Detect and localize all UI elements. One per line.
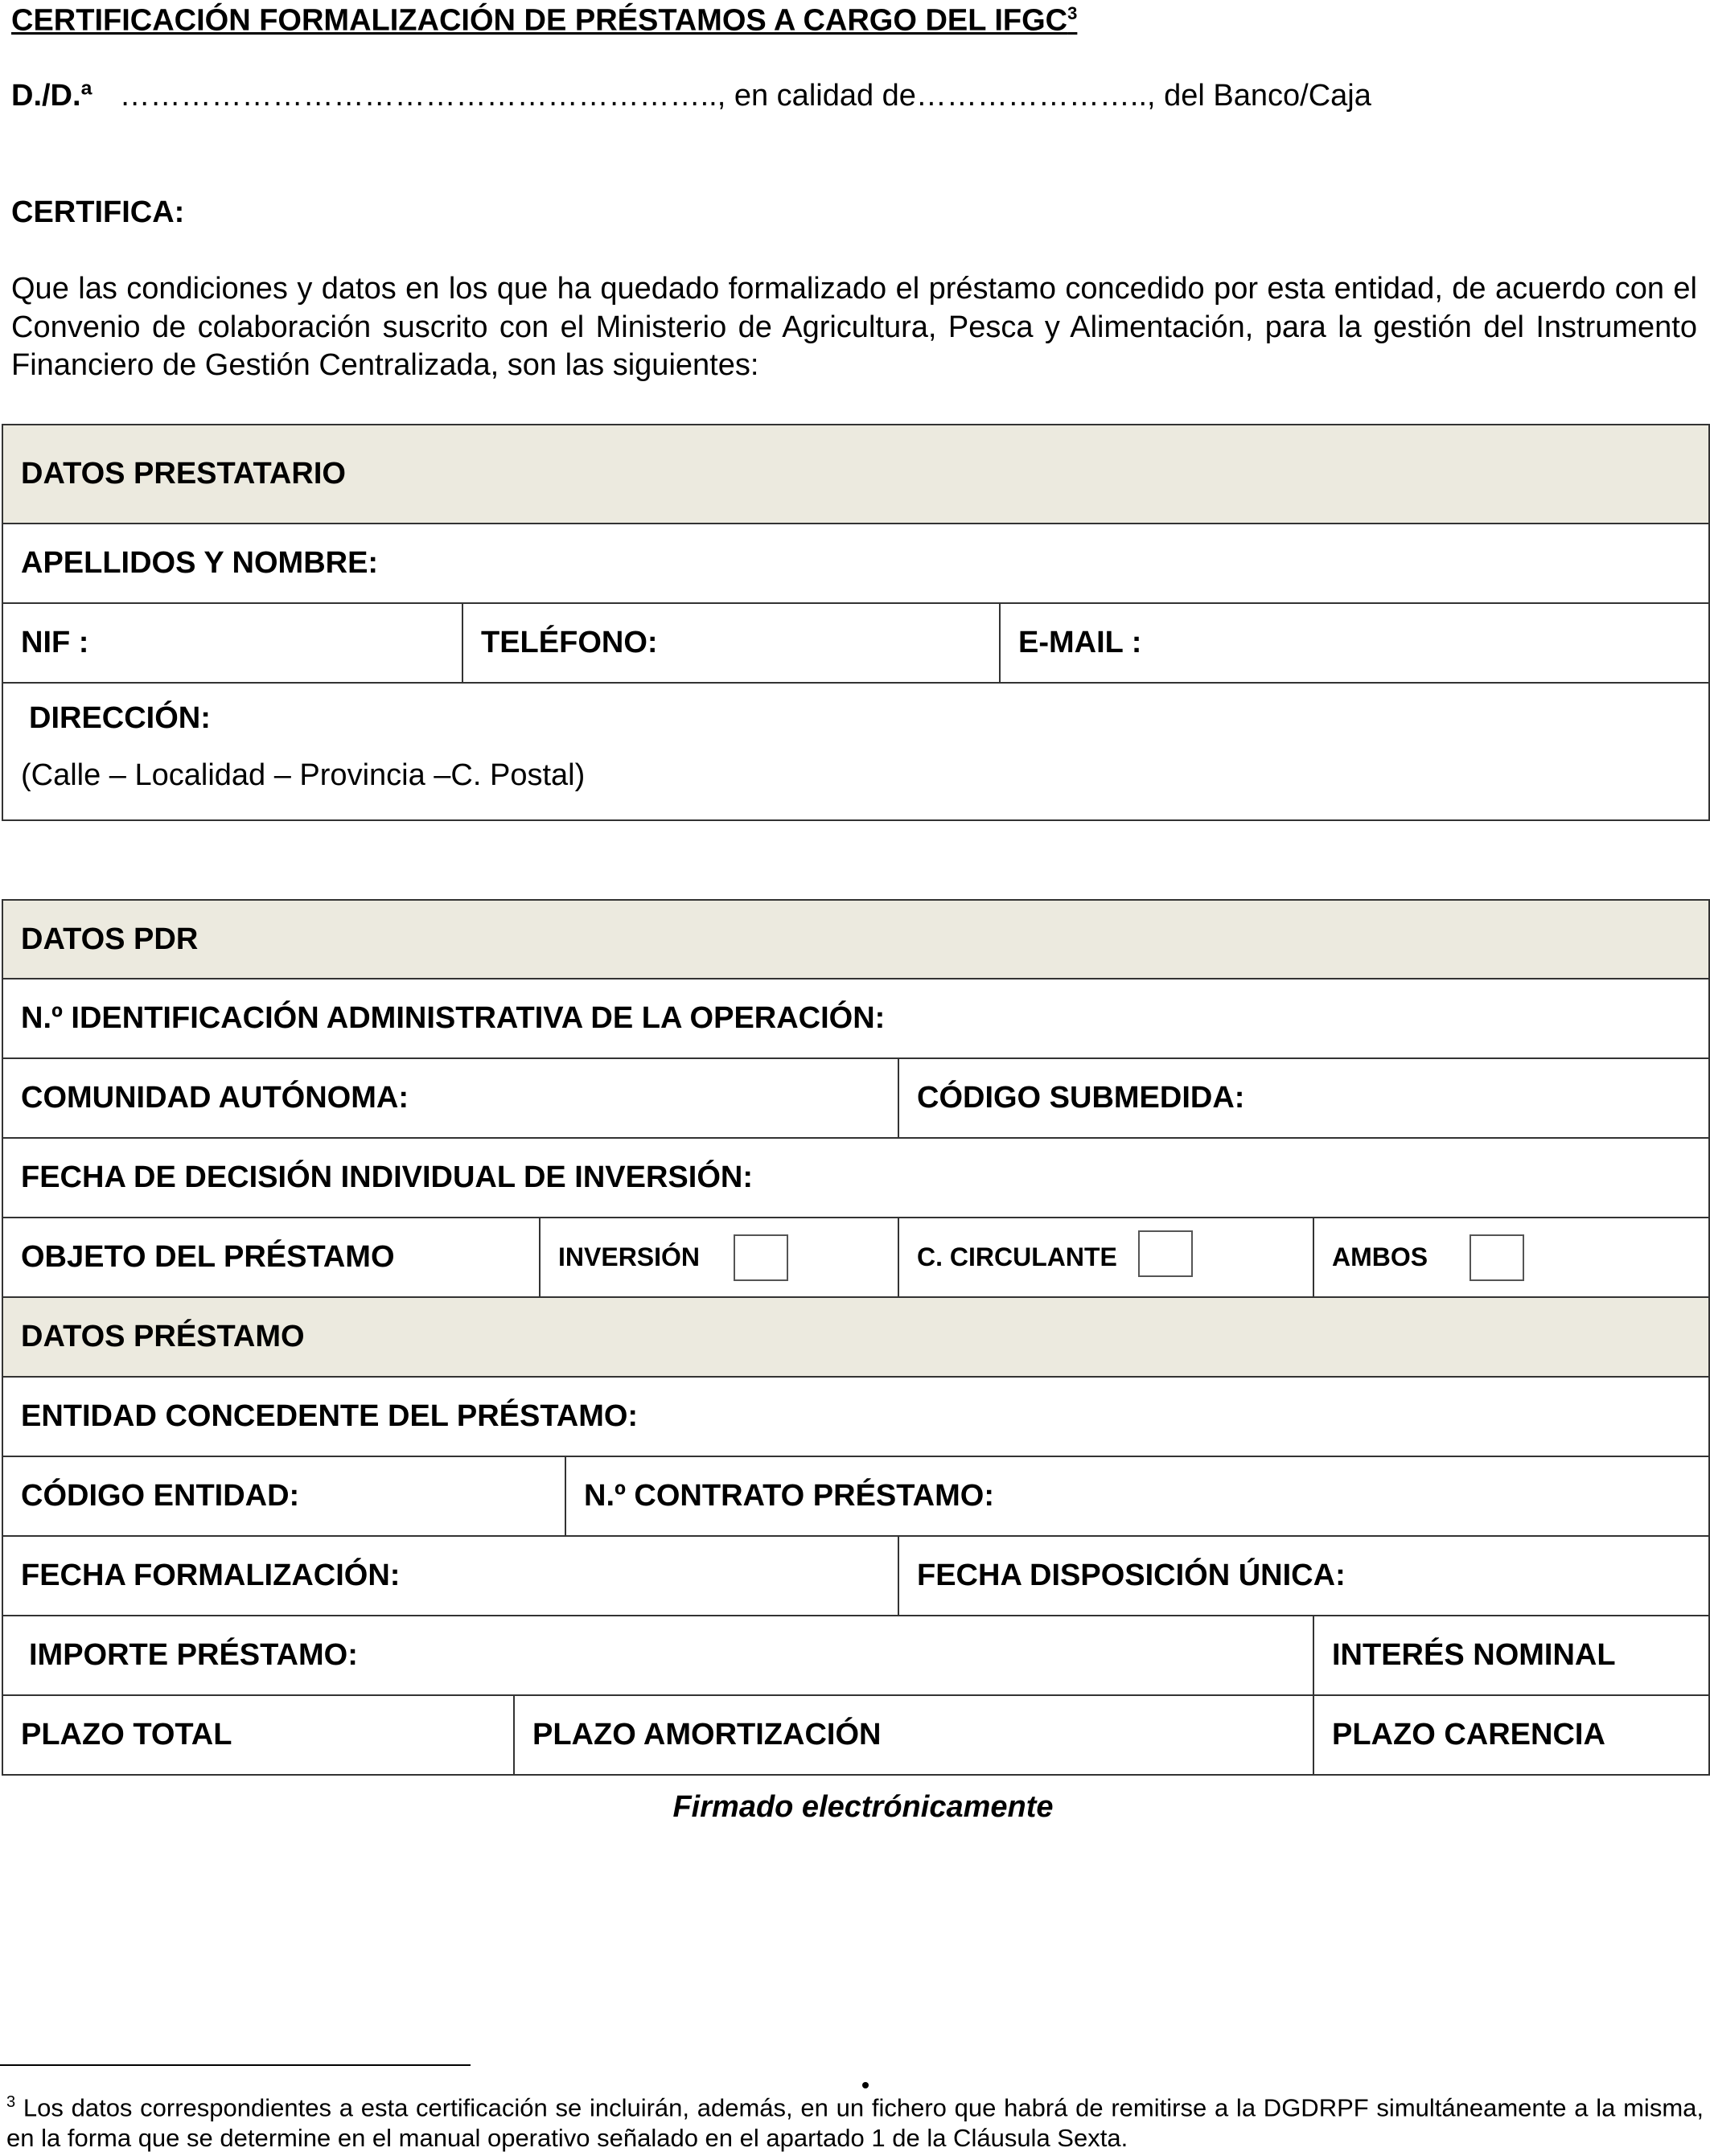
ambos-checkbox[interactable] (1470, 1234, 1524, 1281)
inversion-checkbox[interactable] (734, 1234, 788, 1281)
footnote-number: 3 (6, 2093, 16, 2111)
circulante-checkbox[interactable] (1138, 1230, 1193, 1277)
footnote-divider (0, 2064, 471, 2066)
prestatario-header: DATOS PRESTATARIO (2, 425, 1709, 524)
footnote-text: Los datos correspondientes a esta certificación se incluirán, además, en un fichero que habrá de remitirse a la DGDRPF simultáneamente a la misma, en la forma que se determine en el manual operativo señalado en el apartado 1 de la Cláusula Sexta. (6, 2093, 1704, 2153)
importe-field[interactable]: IMPORTE PRÉSTAMO: (2, 1616, 1313, 1695)
entidad-field[interactable]: ENTIDAD CONCEDENTE DEL PRÉSTAMO: (2, 1377, 1709, 1456)
plazo-amortizacion-field[interactable]: PLAZO AMORTIZACIÓN (514, 1695, 1313, 1775)
dd-label: D./D.ª (11, 79, 92, 113)
prestatario-table (2, 424, 1710, 821)
document-title: CERTIFICACIÓN FORMALIZACIÓN DE PRÉSTAMOS A CARGO DEL IFGC$^3$ (11, 3, 1078, 38)
telefono-field[interactable]: TELÉFONO: (462, 603, 1000, 683)
intro-paragraph: Que las condiciones y datos en los que ha quedado formalizado el préstamo concedido por esta entidad, de acuerdo con el Convenio de colaboración suscrito con el Ministerio de Agricultura, Pesca y Alimentación, para la gestión del Instrumento Financiero de Gestión Centralizada, son las siguientes: (11, 272, 1697, 382)
inversion-label: INVERSIÓN (558, 1242, 701, 1271)
email-field[interactable]: E-MAIL : (1000, 603, 1709, 683)
pdr-header: DATOS PDR (2, 900, 1709, 979)
codigo-submedida-field[interactable]: CÓDIGO SUBMEDIDA: (898, 1058, 1709, 1138)
fecha-formalizacion-field[interactable]: FECHA FORMALIZACIÓN: (2, 1536, 898, 1616)
fecha-decision-field[interactable]: FECHA DE DECISIÓN INDIVIDUAL DE INVERSIÓN: (2, 1138, 1709, 1218)
prestamo-header: DATOS PRÉSTAMO (2, 1297, 1709, 1377)
codigo-entidad-field[interactable]: CÓDIGO ENTIDAD: (2, 1456, 565, 1536)
plazo-carencia-field[interactable]: PLAZO CARENCIA (1313, 1695, 1709, 1775)
certifica-heading: CERTIFICA: (11, 195, 185, 229)
signature-note: Firmado electrónicamente (672, 1790, 1054, 1824)
direccion-label: DIRECCIÓN: (29, 701, 211, 735)
footnote (6, 2087, 1704, 2154)
ambos-label: AMBOS (1332, 1242, 1428, 1271)
dd-fill-text: ………………………………………………….., en calidad de………………….., del Banco/Caja (119, 79, 1371, 113)
contrato-field[interactable]: N.º CONTRATO PRÉSTAMO: (565, 1456, 1709, 1536)
circulante-label: C. CIRCULANTE (917, 1242, 1117, 1271)
direccion-field[interactable] (2, 683, 1709, 820)
identificacion-field[interactable]: N.º IDENTIFICACIÓN ADMINISTRATIVA DE LA OPERACIÓN: (2, 979, 1709, 1058)
apellidos-nombre-field[interactable]: APELLIDOS Y NOMBRE: (2, 524, 1709, 603)
inversion-option[interactable] (540, 1218, 898, 1297)
interes-field[interactable]: INTERÉS NOMINAL (1313, 1616, 1709, 1695)
comunidad-field[interactable]: COMUNIDAD AUTÓNOMA: (2, 1058, 898, 1138)
objeto-label: OBJETO DEL PRÉSTAMO (2, 1218, 540, 1297)
fecha-disposicion-field[interactable]: FECHA DISPOSICIÓN ÚNICA: (898, 1536, 1709, 1616)
circulante-option[interactable] (898, 1218, 1313, 1297)
plazo-total-field[interactable]: PLAZO TOTAL (2, 1695, 514, 1775)
nif-field[interactable]: NIF : (2, 603, 462, 683)
dd-line (11, 79, 1371, 113)
title-footnote-ref: 3 (1067, 3, 1078, 23)
ambos-option[interactable] (1313, 1218, 1709, 1297)
direccion-hint: (Calle – Localidad – Provincia –C. Postal) (21, 758, 586, 792)
pdr-prestamo-table (2, 899, 1710, 1776)
